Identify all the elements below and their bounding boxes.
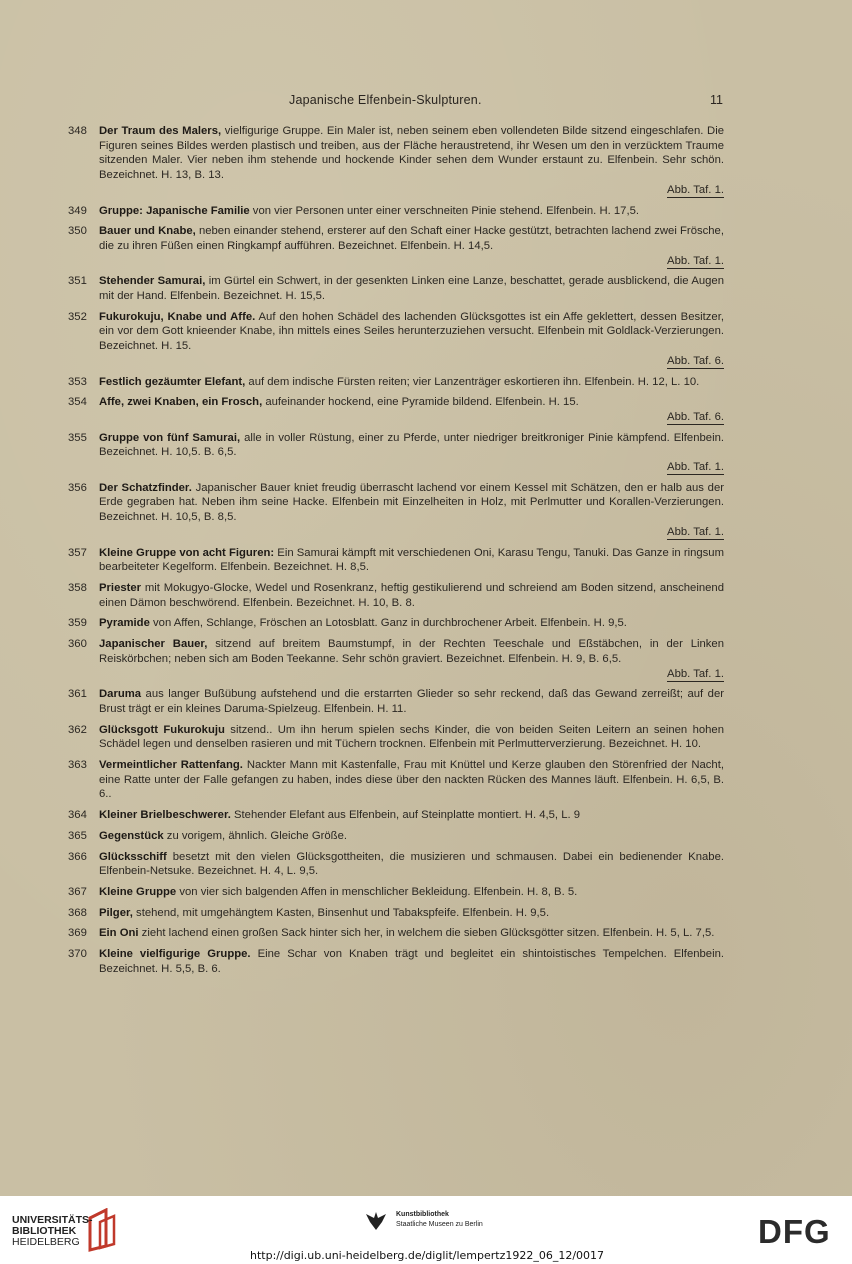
entry-number: 362 (68, 723, 87, 736)
entry-number: 357 (68, 546, 87, 559)
entry-description: zu vorigem, ähnlich. Gleiche Größe. (163, 829, 348, 842)
catalogue-entry (68, 224, 724, 268)
entry-description: Nackter Mann mit Kastenfalle, Frau mit Knüttel und Kerze glauben den Störenfried der Nacht, eine Ratte unter der Falle gefangen zu haben, indes diese über den nackten Rücken des Mannes läuft. Elfenbein. H. 6,5, B. 6.. (99, 759, 724, 801)
entry-heading: Kleiner Brielbeschwerer. (99, 809, 231, 822)
entry-number: 354 (68, 396, 87, 409)
catalogue-entry (68, 431, 724, 475)
entry-description: sitzend auf breitem Baumstumpf, in der Rechten Teeschale und Eßstäbchen, in der Linken Reiskörbchen; neben sich am Boden Teekanne. Sehr schön graviert. Bezeichnet. Elfenbein. H. 9, B. 6,5. (99, 638, 724, 665)
catalogue-entry (68, 758, 724, 802)
entry-heading: Gegenstück (99, 829, 164, 842)
catalogue-entry (68, 829, 724, 844)
entry-description: im Gürtel ein Schwert, in der gesenkten Linken eine Lanze, beschattet, gerade ausblickend, die Augen mit der Hand. Elfenbein. Bezeichnet. H. 15,5. (99, 275, 724, 303)
running-head (0, 93, 852, 111)
entry-number: 368 (68, 906, 87, 919)
entry-number: 359 (68, 617, 87, 630)
entry-number: 351 (68, 275, 87, 288)
kunstbibliothek-eagle-icon (364, 1210, 388, 1232)
entry-description: sitzend.. Um ihn herum spielen sechs Kinder, die von beiden Seiten Leitern an seinen hohen Schädel legen und denselben rasieren und mit Tüchern trocknen. Elfenbein mit Perlmutterverzierung. Bezeichnet. H. 10. (99, 723, 724, 751)
entry-heading: Der Traum des Malers, (99, 125, 222, 137)
entry-description: Japanischer Bauer kniet freudig überrascht lachend vor einem Kessel mit Schätzen, den er halb aus der Erde gegraben hat. Neben ihm seine Hacke. Elfenbein mit Einzelheiten in Holz, mit Perlmutter und Korallen-Verzierungen. Bezeichnet. H. 10,5, B. 8,5. (99, 481, 724, 524)
entry-number: 369 (68, 927, 87, 940)
catalogue-entry (68, 546, 724, 575)
catalogue-entry (68, 808, 724, 823)
entry-number: 360 (68, 638, 87, 651)
entry-heading: Kleine vielfigurige Gruppe. (99, 948, 251, 961)
catalogue-entry (68, 723, 724, 752)
entry-description: aus langer Bußübung aufstehend und die erstarrten Glieder so sehr reckend, daß das Gewand zerreißt; auf der Brust trägt er ein kleines Daruma-Spielzeug. Elfenbein. H. 11. (99, 688, 724, 715)
plate-reference: Abb. Taf. 6. (667, 354, 724, 367)
entry-number: 358 (68, 581, 87, 594)
entry-number: 349 (68, 204, 87, 217)
catalogue-entry (68, 581, 724, 610)
entry-heading: Japanischer Bauer, (99, 638, 208, 651)
source-url-link[interactable]: http://digi.ub.uni-heidelberg.de/diglit/lempertz1922_06_12/0017 (250, 1249, 605, 1262)
catalogue-entry (68, 310, 724, 369)
entry-description: Ein Samurai kämpft mit verschiedenen Oni, Karasu Tengu, Tanuki. Das Ganze in ringsum bearbeiteter Kegelform. Elfenbein. Bezeichnet. H. 8,5. (99, 546, 724, 574)
entry-description: auf dem indische Fürsten reiten; vier Lanzenträger eskortieren ihn. Elfenbein. H. 12, L. 10. (245, 375, 700, 388)
entry-number: 367 (68, 885, 87, 898)
ub-heidelberg-label (12, 1215, 93, 1248)
entry-number: 364 (68, 809, 87, 822)
entry-heading: Bauer und Knabe, (99, 225, 196, 238)
catalogue-entry (68, 947, 724, 976)
plate-reference: Abb. Taf. 1. (667, 183, 724, 196)
entry-heading: Ein Oni (99, 927, 139, 940)
catalogue-entry (68, 124, 724, 198)
catalogue-entry (68, 885, 724, 900)
entry-heading: Priester (99, 581, 142, 594)
plate-reference: Abb. Taf. 1. (667, 525, 724, 538)
entry-heading: Kleine Gruppe (99, 885, 177, 898)
entry-heading: Pyramide (99, 617, 150, 630)
kb-line-1: Kunstbibliothek (396, 1211, 449, 1218)
entry-number: 365 (68, 829, 87, 842)
footer (0, 1196, 852, 1264)
catalogue-entry (68, 481, 724, 540)
catalogue-entry (68, 616, 724, 631)
kb-line-2: Staatliche Museen zu Berlin (396, 1221, 483, 1228)
entry-description: besetzt mit den vielen Glücksgottheiten, die musizieren und schmausen. Dabei ein bedienender Knabe. Elfenbein-Netsuke. Bezeichnet. H. 4, L. 9,5. (99, 850, 724, 878)
entry-number: 350 (68, 225, 87, 238)
entry-description: von Affen, Schlange, Fröschen an Lotosblatt. Ganz in durchbrochener Arbeit. Elfenbein. H. 9,5. (149, 617, 627, 630)
entry-description: vielfigurige Gruppe. Ein Maler ist, neben seinem eben vollendeten Bilde sitzend eingeschlafen. Die Figuren seines Bildes werden plastisch und treiben, aus der Fläche heraustretend, ihr Wesen um den in verzücktem Traume sitzenden Maler. Vier neben ihm stehende und hockende Kinder sehen dem Wunder erstaunt zu. Elfenbein. Sehr schön. Bezeichnet. H. 13, B. 13. (99, 125, 724, 182)
entry-heading: Glücksschiff (99, 850, 167, 863)
entry-description: Auf den hohen Schädel des lachenden Glücksgottes ist ein Affe geklettert, dessen Besitzer, ein vor dem Gott knieender Knabe, ihn mittels eines Seiles herunterzuziehen versucht. Elfenbein mit Goldlack-Verzierungen. Bezeichnet. H. 15. (99, 310, 724, 353)
entry-heading: Gruppe von fünf Samurai, (99, 431, 241, 444)
entry-number: 370 (68, 948, 87, 961)
entry-heading: Pilger, (99, 906, 133, 919)
entry-heading: Affe, zwei Knaben, ein Frosch, (99, 396, 263, 409)
plate-reference: Abb. Taf. 6. (667, 410, 724, 423)
dfg-logo: DFG (758, 1213, 831, 1250)
entry-description: zieht lachend einen großen Sack hinter sich her, in welchem die sieben Glücksgötter sitzen. Elfenbein. H. 5, L. 7,5. (138, 927, 715, 940)
entry-number: 352 (68, 310, 87, 323)
ub-line-2: BIBLIOTHEK (12, 1225, 77, 1237)
entry-number: 363 (68, 759, 87, 772)
catalogue-entry (68, 926, 724, 941)
entry-number: 366 (68, 850, 87, 863)
ub-line-3: HEIDELBERG (12, 1236, 80, 1248)
catalogue-entry (68, 395, 724, 424)
entry-description: stehend, mit umgehängtem Kasten, Binsenhut und Tabakspfeife. Elfenbein. H. 9,5. (132, 906, 550, 919)
catalogue-entry (68, 375, 724, 390)
plate-reference: Abb. Taf. 1. (667, 461, 724, 474)
entry-heading: Der Schatzfinder. (99, 481, 192, 494)
entry-description: mit Mokugyo-Glocke, Wedel und Rosenkranz, heftig gestikulierend und schreiend am Boden sitzend, anscheinend einen Dämon beschwörend. Elfenbein. Bezeichnet. H. 10, B. 8. (99, 581, 724, 609)
catalogue-entry (68, 204, 724, 219)
entry-number: 348 (68, 125, 87, 137)
catalogue-entry (68, 687, 724, 716)
ub-line-1: UNIVERSITÄTS- (12, 1214, 93, 1226)
entry-heading: Kleine Gruppe von acht Figuren: (99, 546, 275, 559)
entry-description: von vier sich balgenden Affen in menschlicher Bekleidung. Elfenbein. H. 8, B. 5. (176, 885, 578, 898)
plate-reference: Abb. Taf. 1. (667, 667, 724, 680)
running-head-title: Japanische Elfenbein-Skulpturen. (289, 93, 482, 107)
entry-heading: Stehender Samurai, (99, 275, 206, 288)
catalogue-entry (68, 906, 724, 921)
entry-description: neben einander stehend, ersterer auf den Schaft einer Hacke gestützt, betrachten lachend zwei Frösche, die zu ihren Füßen einen Ringkampf aufführen. Bezeichnet. Elfenbein. H. 14,5. (99, 225, 724, 252)
catalogue-entry (68, 274, 724, 303)
entry-description: aufeinander hockend, eine Pyramide bildend. Elfenbein. H. 15. (262, 396, 579, 409)
entry-heading: Fukurokuju, Knabe und Affe. (99, 310, 256, 323)
entry-description: alle in voller Rüstung, einer zu Pferde, unter niedriger breitkroniger Pinie kämpfend. Elfenbein. Bezeichnet. H. 10,5. B. 6,5. (99, 431, 724, 459)
entry-number: 361 (68, 688, 87, 701)
entry-heading: Vermeintlicher Rattenfang. (99, 759, 243, 772)
entry-heading: Festlich gezäumter Elefant, (99, 375, 246, 388)
entry-number: 353 (68, 375, 87, 388)
plate-reference: Abb. Taf. 1. (667, 254, 724, 267)
catalogue-entry (68, 637, 724, 681)
entry-heading: Gruppe: Japanische Familie (99, 204, 250, 217)
page-number: 11 (710, 93, 723, 107)
catalogue-entry (68, 850, 724, 879)
entry-heading: Glücksgott Fukurokuju (99, 723, 225, 736)
entry-description: von vier Personen unter einer verschneiten Pinie stehend. Elfenbein. H. 17,5. (249, 204, 640, 217)
entry-number: 355 (68, 431, 87, 444)
entry-description: Stehender Elefant aus Elfenbein, auf Steinplatte montiert. H. 4,5, L. 9 (230, 809, 581, 822)
kunstbibliothek-label (396, 1210, 483, 1230)
entry-heading: Daruma (99, 688, 142, 701)
catalogue-entries (68, 124, 724, 982)
entry-description: Eine Schar von Knaben trägt und begleitet ein shintoistisches Tempelchen. Elfenbein. Bezeichnet. H. 5,5, B. 6. (99, 948, 725, 975)
entry-number: 356 (68, 481, 87, 494)
